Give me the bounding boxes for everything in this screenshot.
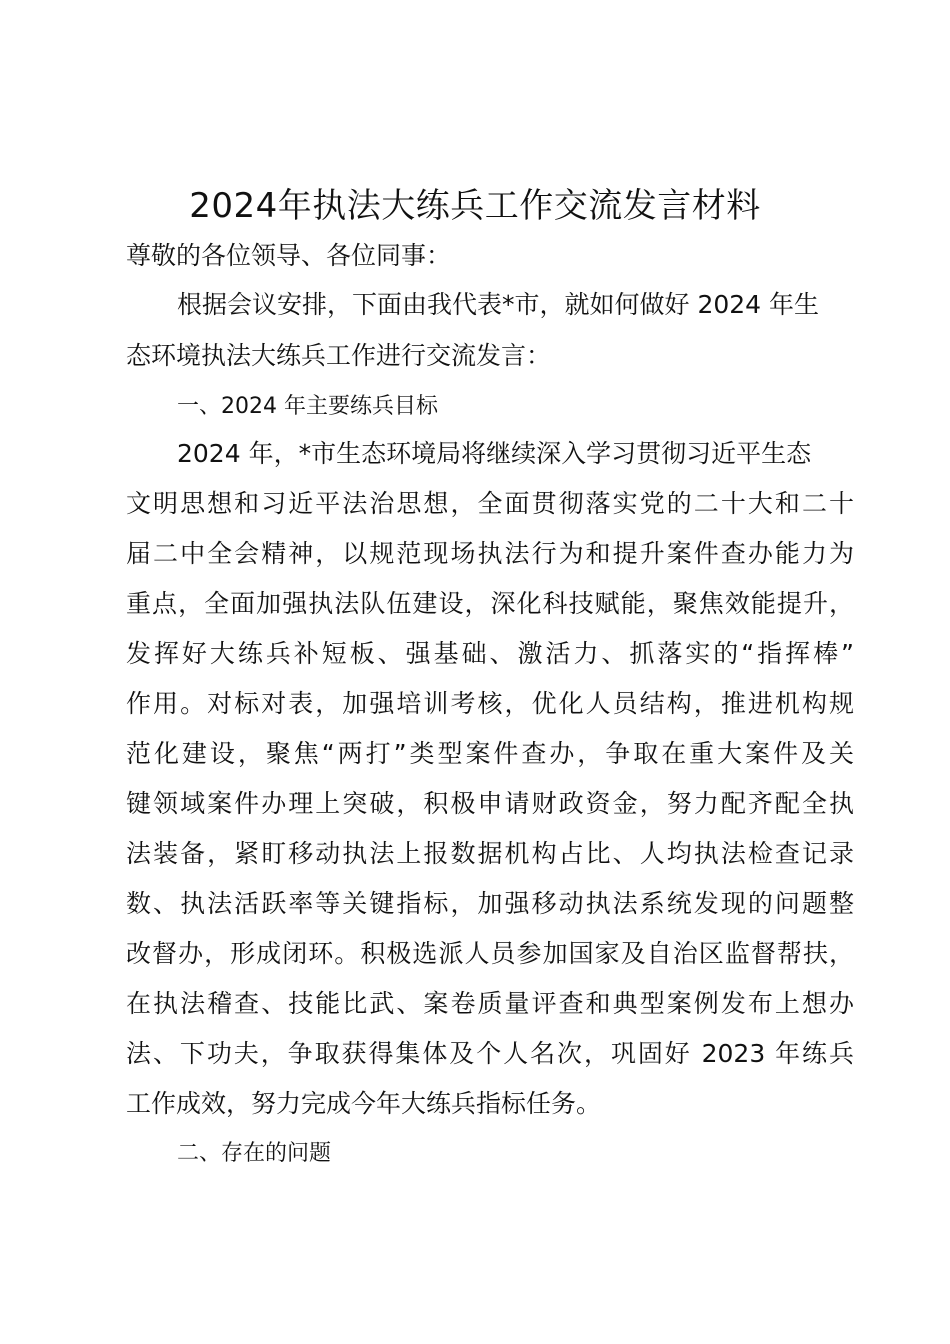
greeting-line: 尊敬的各位领导、各位同事： [126, 241, 452, 270]
document-title: 2024年执法大练兵工作交流发言材料 [189, 186, 761, 226]
body-line: 届二中全会精神，以规范现场执法行为和提升案件查办能力为 [126, 539, 854, 568]
section-1-heading: 一、2024 年主要练兵目标 [177, 394, 438, 419]
body-line: 重点，全面加强执法队伍建设，深化科技赋能，聚焦效能提升， [126, 589, 854, 618]
body-line: 法装备，紧盯移动执法上报数据机构占比、人均执法检查记录 [126, 839, 854, 868]
body-line: 键领域案件办理上突破，积极申请财政资金，努力配齐配全执 [126, 789, 854, 818]
body-line: 数、执法活跃率等关键指标，加强移动执法系统发现的问题整 [126, 889, 854, 918]
body-line: 发挥好大练兵补短板、强基础、激活力、抓落实的“指挥棒” [126, 639, 854, 668]
body-line: 工作成效，努力完成今年大练兵指标任务。 [126, 1089, 602, 1118]
body-line: 2024 年，*市生态环境局将继续深入学习贯彻习近平生态 [177, 439, 812, 468]
intro-line-1: 根据会议安排，下面由我代表*市，就如何做好 2024 年生 [177, 290, 820, 319]
body-line: 文明思想和习近平法治思想，全面贯彻落实党的二十大和二十 [126, 489, 854, 518]
body-line: 法、下功夫，争取获得集体及个人名次，巩固好 2023 年练兵 [126, 1039, 854, 1068]
body-line: 范化建设，聚焦“两打”类型案件查办，争取在重大案件及关 [126, 739, 854, 768]
intro-line-2: 态环境执法大练兵工作进行交流发言： [126, 341, 552, 370]
body-line: 在执法稽查、技能比武、案卷质量评查和典型案例发布上想办 [126, 989, 854, 1018]
body-line: 作用。对标对表，加强培训考核，优化人员结构，推进机构规 [126, 689, 854, 718]
section-2-heading: 二、存在的问题 [177, 1141, 332, 1166]
body-line: 改督办，形成闭环。积极选派人员参加国家及自治区监督帮扶， [126, 939, 854, 968]
